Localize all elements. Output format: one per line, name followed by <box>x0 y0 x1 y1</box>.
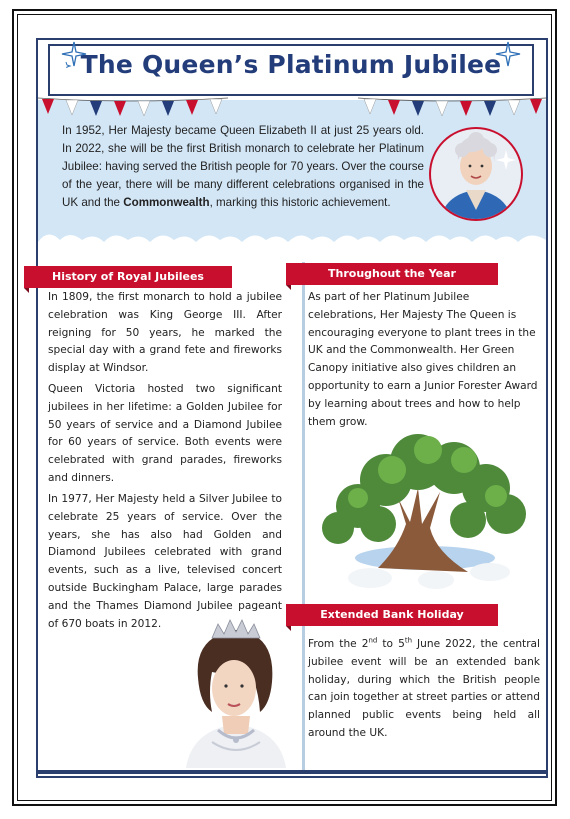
bank-holiday-text-c: June 2022, the central jubilee event will be an extended bank holiday, during which the British people can join together at street parties or attend planned public events being held all around the UK. <box>308 638 540 739</box>
sparkle-icon <box>60 40 88 68</box>
bank-holiday-heading: Extended Bank Holiday <box>286 604 498 626</box>
history-paragraph-3: In 1977, Her Majesty held a Silver Jubilee to celebrate 25 years of service. Over the years, she has also had Golden and Diamond Jubilees celebrated with grand events, such as a live, televised concert outside Buckingham Palace, large parades and the Thames Diamond Jubilee pageant of 670 boats in 2012. <box>48 493 282 630</box>
throughout-heading: Throughout the Year <box>286 263 498 285</box>
young-queen-portrait <box>172 612 300 768</box>
page-title: The Queen’s Platinum Jubilee <box>80 50 502 79</box>
sparkle-icon <box>494 40 522 68</box>
bank-holiday-sup-1: nd <box>368 636 378 645</box>
column-divider <box>302 262 305 770</box>
queen-portrait <box>428 120 524 228</box>
history-paragraph-2: Queen Victoria hosted two significant jubilees in her lifetime: a Golden Jubilee for 50 years of service and a Diamond Jubilee for 60 years of service. Both events were celebrated with grand parades, fireworks and dinners. <box>48 383 282 484</box>
throughout-paragraph: As part of her Platinum Jubilee celebrations, Her Majesty The Queen is encouraging everyone to plant trees in the UK and the Commonwealth. Her Green Canopy initiative also gives children an opportunity to earn a Junior Forester Award by learning about trees and how to help them grow. <box>308 291 538 428</box>
intro-text-2: , marking this historic achievement. <box>209 195 391 209</box>
bank-holiday-text-b: to 5 <box>377 638 405 650</box>
oak-tree <box>318 428 532 596</box>
intro-paragraph <box>62 122 424 212</box>
bottom-bar <box>38 770 546 774</box>
bank-holiday-paragraph <box>308 636 540 743</box>
bank-holiday-text-a: From the 2 <box>308 638 369 650</box>
history-heading: History of Royal Jubilees <box>24 266 232 288</box>
intro-text-1: In 1952, Her Majesty became Queen Elizabeth II at just 25 years old. In 2022, she will be the first British monarch to celebrate her Platinum Jubilee: having served the British people for 70 years. Over the course of the year, there will be many different celebrations organised in the UK and the <box>62 124 424 209</box>
cloud-edge <box>38 226 546 266</box>
bunting-flags <box>38 96 546 120</box>
intro-commonwealth: Commonwealth <box>123 195 210 209</box>
bank-holiday-sup-2: th <box>404 636 413 645</box>
history-paragraph-1: In 1809, the first monarch to hold a jubilee celebration was King George III. After reigning for 50 years, he marked the special day with a grand fete and fireworks display at Windsor. <box>48 291 282 375</box>
